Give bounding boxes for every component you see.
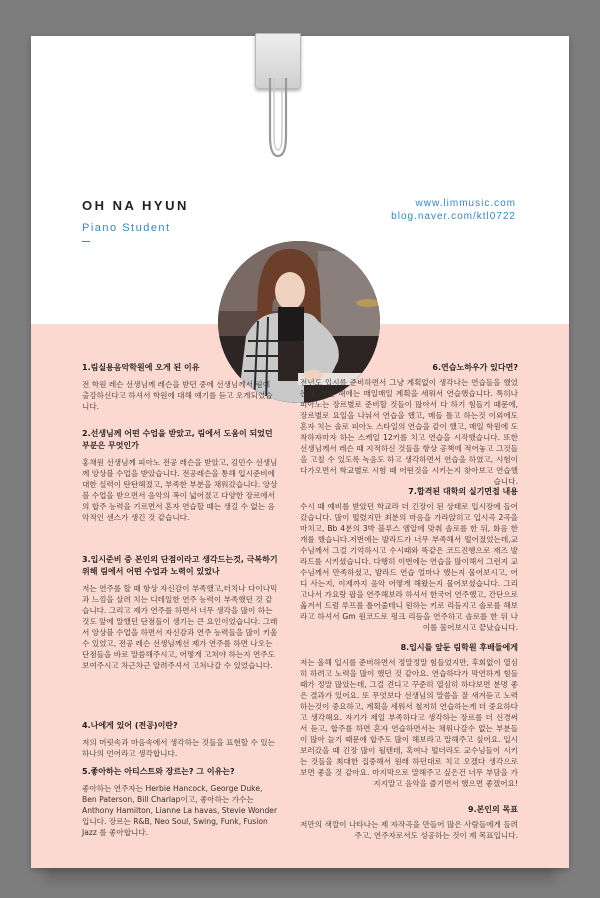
question-section (300, 804, 518, 841)
question-section (82, 362, 278, 412)
answer-text: 전 학원 레슨 선생님께 레슨을 받던 중에 선생님께서 림에 출강하신다고 하셔서 학원에 대해 얘기를 듣고 오게되었습니다. (82, 380, 273, 411)
student-role: Piano Student (82, 222, 171, 234)
question-section (300, 362, 518, 487)
question-title: 7.합격된 대학의 실기면접 내용 (408, 487, 518, 496)
question-section (82, 428, 278, 523)
binder-clip-wire-icon (266, 78, 290, 160)
question-title: 5.좋아하는 아티스트와 장르는? 그 이유는? (82, 767, 235, 776)
question-title: 6.연습노하우가 있다면? (432, 363, 518, 372)
answer-text: 전년도 입시를 준비하면서 그냥 계획없이 생각나는 연습들을 했었는데, 이번 해에는 매일매일 계획을 세워서 연습했습니다. 특히나 피아노는 장르별로 준비할 것들이 많아서 다 하기 힘들기 때문에, 장르별로 요일을 나눠서 연습을 했고, 메들 틀고 하는것 이외에도 혼자 치는 솔로 피아노 스타일의 연습을 같이 했고, 매일 학원에 도착하자마자 하는 스케일 12키를 치고 연습을 시작했습니다. 또한 선생님께서 레슨 때 지적하신 것들을 항상 공책에 적어놓고 그것들을 고칠 수 있도록 녹음도 하고 생각하면서 연습을 하였고, 시험이 다가오면서 학교별로 시험 때 어떤것을 시키는지 찾아보고 연습했습니다. (300, 378, 518, 486)
question-title: 3.입시준비 중 본인의 단점이라고 생각드는것, 극복하기위해 림에서 어떤 수업과 노력이 있었나 (82, 555, 278, 576)
question-section (300, 486, 518, 633)
answer-text: 홍채원 선생님께 피아노 전공 레슨을 받았고, 김민수 선생님께 앙상블 수업을 받았습니다. 전공레슨을 통해 입시준비에 대한 실력이 탄탄해졌고, 부족한 부분을 채워갔습니다. 앙상블 수업을 받으면서 음악의 폭이 넓어졌고 다양한 장르에서의 합주 능력을 기르면서 혼자 연습할 때는 생길 수 없는 음악적인 센스가 생긴 것 같습니다. (82, 458, 278, 522)
question-section (82, 554, 278, 671)
blog-link[interactable]: blog.naver.com/ktl0722 (391, 211, 516, 222)
question-title: 1.림실용음악학원에 오게 된 이유 (82, 363, 200, 372)
answer-text: 저만의 색깔이 나타나는 제 자작곡을 만들어 많은 사람들에게 들려주고, 연주자로서도 성공하는 것이 제 목표입니다. (300, 820, 518, 840)
question-title: 8.입시를 앞둔 림학원 후배들에게 (400, 643, 518, 652)
question-title: 9.본인의 목표 (467, 805, 518, 814)
answer-text: 저의 머릿속과 마음속에서 생각하는 것들을 표현할 수 있는 하나의 언어라고 생각합니다. (82, 738, 275, 758)
question-section (300, 642, 518, 789)
answer-text: 좋아하는 연주자는 Herbie Hancock, George Duke, Ben Paterson, Bill Charlap이고, 좋아하는 가수는 Anthony Hamilton, Lianne La havas, Stevie Wonder 입니다. 장르는 R&B, Neo Soul, Swing, Funk, Fusion Jazz 를 좋아합니다. (82, 784, 278, 837)
answer-text: 저는 연주를 할 때 항상 자신감이 부족했고,터치나 다이나믹과 느낌을 살려 치는 디테일한 연주 능력이 부족했던 것 같습니다. 그리고 제가 연주를 하면서 너무 생각을 많이 하는것도 앞에 말했던 단점들이 생기는 큰 요인이었습니다. 그래서 앙상블 수업을 하면서 자신감과 연주 능력들을 많이 키울 수 있었고, 전공 레슨 선생님께선 제가 연주를 하면 나오는 단점들을 바로 말씀해주시고, 어떻게 고쳐야 하는지 연주도 보여주시고 차근차근 알려주셔서 고쳐나갈 수 있었습니다. (82, 584, 278, 670)
question-section (82, 766, 278, 838)
question-section (82, 720, 278, 759)
site-link[interactable]: www.limmusic.com (415, 198, 516, 209)
answer-text: 수시 때 예비를 받았던 학교라 더 긴장이 된 상태로 입시장에 들어갔습니다. 많이 떨렸지만 최분의 마음을 가라앉히고 입시곡 2곡을 마치고, Bb 4분의 3박 블루스 엠알에 맞춰 솔로를 한 뒤, 화음 한개를 했습니다.저번에는 발라드가 너무 부족해서 떨어졌었는데,교수님께서 그걸 기억하시고 수시때와 똑같은 코드진행으로 재즈 발라드를 시키셨습니다. 다행히 이번에는 연습을 많이해서 그런지 교수님께서 만족하셨고, 발라드 연습 얼마나 했는지 물어보시고, 어디 사는지, 이제까지 음악 어떻게 해왔는지 물어보셨습니다. 그리고나서 가요랑 팝을 연주해보라 하셔서 한국어 연주했고, 간단으로 옮겨서 드럼 루프를 틀어줄테니 원하는 키로 리듬지고 솔로를 해보라고 하셔서 Gm 원코드로 펑크 리듬을 연주하고 솔로를 한 뒤 나이를 물어보시고 끝났습니다. (300, 502, 518, 632)
student-name: OH NA HYUN (82, 198, 189, 213)
role-underline (82, 241, 90, 242)
question-title: 2.선생님께 어떤 수업을 받았고, 림에서 도움이 되었던 부분은 무엇인가 (82, 429, 273, 450)
answer-text: 저는 올해 입시를 준비하면서 정말정말 힘들었지만, 후회없이 열심히 하려고 노력을 많이 했던 것 같아요. 연습하다가 막연하게 힘들때가 정말 많았는데, 그걸 견디고 꾸준히 열심히 하다보면 분명 좋은 결과가 있어요. 또 무엇보다 선생님의 말씀을 잘 새겨듣고 노력하는것이 중요하고, 계획을 세워서 철저히 연습하는게 더 중요하다고 생각해요. 자기가 제일 부족하다고 생각하는 장르를 더 신경써서 듣고, 합주를 하면 혼자 연습하면서는 채워나갈수 없는 부분들이 많아 늘기 때문에 합주도 많이 해보라고 말해주고 싶어요. 입시 보러갔을 때 긴장 많이 될텐데, 혹여나 떨더라도 교수님들이 시키는 것들을 최대한 집중해서 원래 하던대로 치고 오겠다 생각으로 보면 좋을 것 같아요. 마지막으로 말해주고 싶은건 너무 부담을 가지지말고 음악을 즐기면서 했으면 좋겠어요! (300, 658, 518, 788)
question-title: 4.나에게 있어 (전공)이란? (82, 721, 178, 730)
